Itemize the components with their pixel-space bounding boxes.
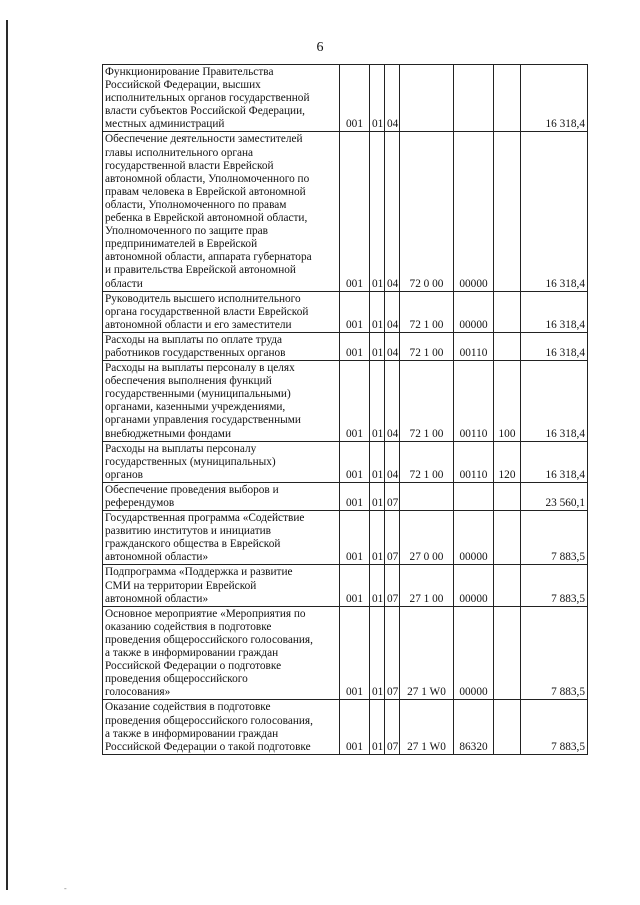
table-row [103,332,588,360]
item-name-cell [103,565,340,606]
subsection-cell: 04 [385,291,400,332]
item-name-line: Оказание содействия в подготовке [105,701,271,714]
item-name-line: правам человека в Еврейской автономной [105,185,306,198]
item-name-line: государственными (муниципальными) [105,388,291,401]
item-name-line: Российской Федерации, высших [105,79,261,92]
expense-type-cell [494,332,521,360]
item-name-line: референдумов [105,497,175,509]
item-name-line: органами, казенными учреждениями, [105,401,286,414]
item-name-line: и правительства Еврейской автономной [105,264,296,277]
section-cell: 01 [370,441,385,482]
grbs-cell: 001 [340,606,370,700]
amount-cell: 16 318,4 [521,361,588,442]
scan-mark: - [64,884,67,893]
item-name-line: автономной области, Уполномоченного по [105,172,310,185]
section-cell: 01 [370,700,385,754]
item-name-line: местных администраций [105,118,225,131]
direction-code-cell: 00000 [454,565,494,606]
section-cell: 01 [370,482,385,510]
item-name-cell [103,332,340,360]
program-code-cell: 72 1 00 [400,441,454,482]
item-name-line: проведения общероссийского голосования, [105,633,313,646]
grbs-cell: 001 [340,482,370,510]
item-name-line: а также в информировании граждан [105,647,279,660]
item-name-line: а также в информировании граждан [105,727,279,740]
item-name-line: работников государственных органов [105,346,286,359]
direction-code-cell: 00000 [454,511,494,565]
item-name-line: обеспечения выполнения функций [105,375,272,388]
grbs-cell: 001 [340,700,370,754]
item-name-line: Функционирование Правительства [105,66,274,78]
item-name-cell [103,511,340,565]
item-name-line: автономной области» [105,592,209,605]
grbs-cell: 001 [340,511,370,565]
item-name-line: органов [105,468,143,481]
item-name-line: области [105,277,143,290]
amount-cell: 16 318,4 [521,332,588,360]
item-name-line: Подпрограмма «Поддержка и развитие [105,566,293,579]
item-name-line: органа государственной власти Еврейской [105,305,309,318]
direction-code-cell: 00110 [454,332,494,360]
subsection-cell: 04 [385,332,400,360]
amount-cell: 7 883,5 [521,606,588,700]
item-name-line: государственной власти Еврейской [105,159,274,172]
program-code-cell: 72 1 00 [400,332,454,360]
amount-cell: 16 318,4 [521,132,588,291]
table-row [103,606,588,700]
subsection-cell: 04 [385,361,400,442]
expense-type-cell: 100 [494,361,521,442]
grbs-cell: 001 [340,65,370,132]
program-code-cell: 72 1 00 [400,361,454,442]
expense-type-cell [494,511,521,565]
table-row [103,65,588,132]
expense-type-cell [494,700,521,754]
subsection-cell: 07 [385,565,400,606]
item-name-line: Обеспечение деятельности заместителей [105,133,303,146]
subsection-cell: 04 [385,132,400,291]
direction-code-cell: 86320 [454,700,494,754]
program-code-cell: 72 0 00 [400,132,454,291]
item-name-cell [103,291,340,332]
item-name-line: Государственная программа «Содействие [105,512,305,525]
item-name-line: области, Уполномоченного по правам [105,198,287,211]
item-name-cell [103,361,340,442]
program-code-cell: 72 1 00 [400,291,454,332]
program-code-cell: 27 0 00 [400,511,454,565]
program-code-cell [400,482,454,510]
amount-cell: 16 318,4 [521,65,588,132]
section-cell: 01 [370,511,385,565]
expense-type-cell [494,482,521,510]
grbs-cell: 001 [340,332,370,360]
item-name-cell [103,482,340,510]
subsection-cell: 07 [385,511,400,565]
expense-type-cell [494,132,521,291]
item-name-line: СМИ на территории Еврейской [105,579,257,592]
program-code-cell: 27 1 00 [400,565,454,606]
direction-code-cell: 00000 [454,291,494,332]
item-name-line: предпринимателей в Еврейской [105,238,258,251]
item-name-cell [103,441,340,482]
amount-cell: 23 560,1 [521,482,588,510]
section-cell: 01 [370,291,385,332]
direction-code-cell: 00110 [454,361,494,442]
item-name-line: внебюджетными фондами [105,427,231,440]
item-name-line: оказанию содействия в подготовке [105,620,272,633]
item-name-line: Расходы на выплаты персоналу [105,442,257,455]
subsection-cell: 07 [385,700,400,754]
program-code-cell: 27 1 W0 [400,606,454,700]
scan-edge [6,20,8,890]
item-name-line: органами управления государственными [105,414,301,427]
item-name-line: власти субъектов Российской Федерации, [105,105,305,118]
item-name-cell [103,65,340,132]
program-code-cell: 27 1 W0 [400,700,454,754]
item-name-line: Российской Федерации о подготовке [105,660,282,673]
amount-cell: 16 318,4 [521,291,588,332]
item-name-line: Руководитель высшего исполнительного [105,292,301,305]
table-row [103,700,588,754]
item-name-cell [103,606,340,700]
item-name-line: автономной области, аппарата губернатора [105,251,312,264]
expense-type-cell [494,65,521,132]
budget-table [102,64,588,755]
subsection-cell: 07 [385,482,400,510]
expense-type-cell: 120 [494,441,521,482]
subsection-cell: 04 [385,65,400,132]
section-cell: 01 [370,65,385,132]
direction-code-cell: 00000 [454,606,494,700]
section-cell: 01 [370,361,385,442]
item-name-line: Российской Федерации о такой подготовке [105,740,311,753]
item-name-line: Основное мероприятие «Мероприятия по [105,607,306,620]
table-row [103,565,588,606]
item-name-line: проведения общероссийского [105,673,248,686]
item-name-line: гражданского общества в Еврейской [105,538,281,551]
item-name-line: автономной области и его заместители [105,318,292,331]
direction-code-cell [454,65,494,132]
section-cell: 01 [370,565,385,606]
grbs-cell: 001 [340,565,370,606]
item-name-line: Обеспечение проведения выборов и [105,483,279,496]
grbs-cell: 001 [340,132,370,291]
amount-cell: 16 318,4 [521,441,588,482]
section-cell: 01 [370,606,385,700]
direction-code-cell [454,482,494,510]
section-cell: 01 [370,332,385,360]
grbs-cell: 001 [340,441,370,482]
item-name-line: развитию институтов и инициатив [105,525,272,538]
expense-type-cell [494,606,521,700]
expense-type-cell [494,565,521,606]
item-name-line: голосования» [105,686,171,699]
item-name-line: Расходы на выплаты персоналу в целях [105,362,295,375]
item-name-line: исполнительных органов государственной [105,92,310,105]
item-name-line: главы исполнительного органа [105,146,254,159]
expense-type-cell [494,291,521,332]
amount-cell: 7 883,5 [521,700,588,754]
amount-cell: 7 883,5 [521,511,588,565]
table-row [103,291,588,332]
table-row [103,441,588,482]
page-number: 6 [316,40,324,55]
item-name-line: проведения общероссийского голосования, [105,714,313,727]
direction-code-cell: 00110 [454,441,494,482]
grbs-cell: 001 [340,291,370,332]
item-name-cell [103,132,340,291]
subsection-cell: 04 [385,441,400,482]
item-name-line: государственных (муниципальных) [105,455,276,468]
amount-cell: 7 883,5 [521,565,588,606]
item-name-cell [103,700,340,754]
table-row [103,511,588,565]
table-row [103,132,588,291]
item-name-line: Расходы на выплаты по оплате труда [105,333,283,346]
program-code-cell [400,65,454,132]
section-cell: 01 [370,132,385,291]
item-name-line: ребенка в Еврейской автономной области, [105,212,308,225]
table-row [103,361,588,442]
direction-code-cell: 00000 [454,132,494,291]
item-name-line: автономной области» [105,551,209,564]
table-row [103,482,588,510]
subsection-cell: 07 [385,606,400,700]
grbs-cell: 001 [340,361,370,442]
item-name-line: Уполномоченного по защите прав [105,225,268,238]
